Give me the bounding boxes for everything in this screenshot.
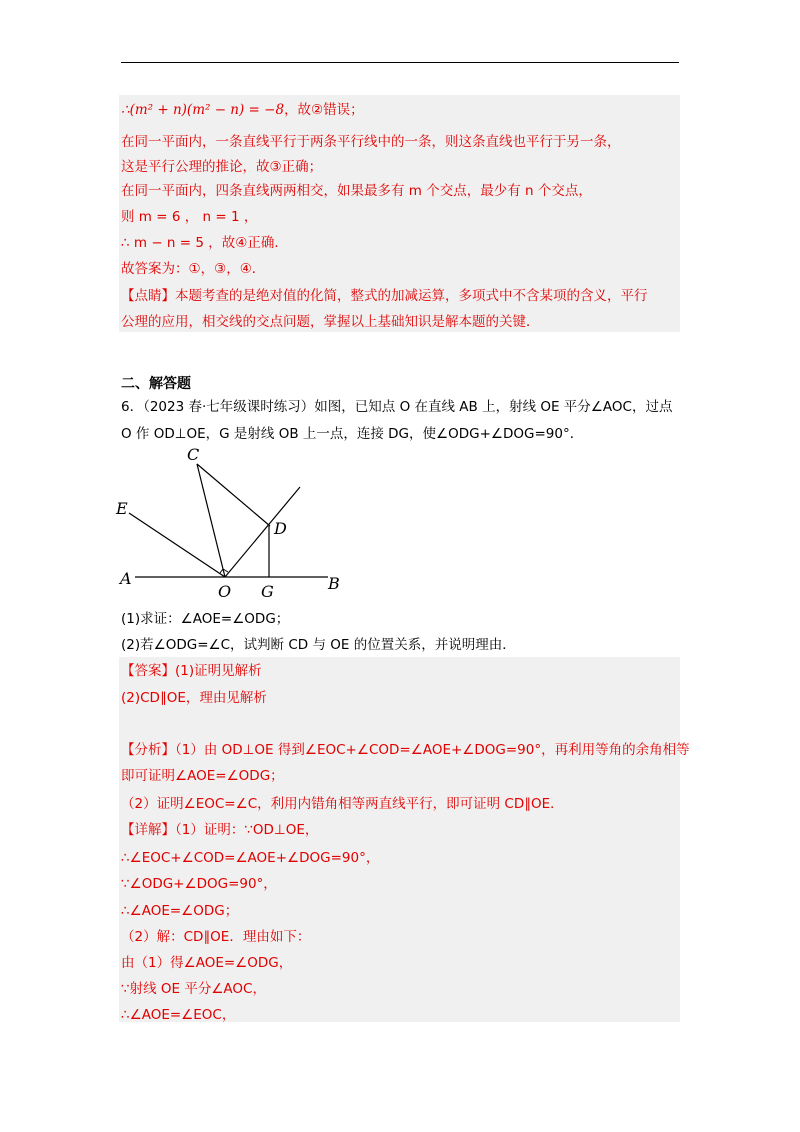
answer-line: 【答案】(1)证明见解析 bbox=[121, 663, 262, 679]
ray-OD bbox=[225, 487, 300, 577]
label-O: O bbox=[218, 582, 232, 601]
answer1-line-9: 公理的应用，相交线的交点问题，掌握以上基础知识是解本题的关键． bbox=[121, 314, 540, 330]
answer1-line-1 bbox=[121, 100, 364, 120]
label-B: B bbox=[328, 574, 340, 593]
formula-tail: ，故②错误； bbox=[284, 102, 364, 118]
detail-line-4: ∴∠AOE=∠ODG； bbox=[121, 903, 239, 919]
question-line-1: 6．（2023 春·七年级课时练习）如图，已知点 O 在直线 AB 上，射线 OE 平分∠AOC，过点 bbox=[121, 399, 673, 415]
question-line-2: O 作 OD⊥OE，G 是射线 OB 上一点，连接 DG，使∠ODG+∠DOG=90°． bbox=[121, 426, 584, 442]
detail-line-3: ∵∠ODG+∠DOG=90°， bbox=[121, 876, 277, 892]
detail-line-1: 【详解】（1）证明：∵OD⊥OE， bbox=[121, 822, 319, 838]
question-part-2: (2)若∠ODG=∠C，试判断 CD 与 OE 的位置关系，并说明理由． bbox=[121, 637, 516, 653]
label-G: G bbox=[261, 582, 274, 601]
label-A: A bbox=[120, 569, 132, 588]
answer-line-2: (2)CD∥OE，理由见解析 bbox=[121, 690, 267, 706]
detail-line-5: （2）解：CD∥OE．理由如下： bbox=[121, 929, 311, 945]
header-rule bbox=[121, 62, 679, 63]
geometry-figure bbox=[110, 442, 350, 604]
detail-line-7: ∵射线 OE 平分∠AOC， bbox=[121, 981, 266, 997]
answer1-line-5: 则 m = 6 ， n = 1 ， bbox=[121, 209, 258, 225]
formula-text: ∴(m² + n)(m² − n) = −8 bbox=[121, 102, 285, 118]
ray-OE bbox=[129, 513, 225, 577]
answer1-line-6: ∴ m − n = 5 ，故④正确． bbox=[121, 235, 288, 251]
label-D: D bbox=[274, 519, 287, 538]
answer1-line-7: 故答案为：①，③，④． bbox=[121, 261, 266, 277]
label-C: C bbox=[187, 445, 200, 464]
ray-OC bbox=[197, 464, 225, 577]
section-title: 二、解答题 bbox=[121, 376, 191, 392]
answer1-line-2: 在同一平面内，一条直线平行于两条平行线中的一条，则这条直线也平行于另一条， bbox=[121, 134, 621, 150]
answer1-line-8: 【点睛】本题考查的是绝对值的化简，整式的加减运算，多项式中不含某项的含义，平行 bbox=[121, 288, 648, 304]
question-part-1: (1)求证：∠AOE=∠ODG； bbox=[121, 611, 290, 627]
answer1-line-4: 在同一平面内，四条直线两两相交，如果最多有 m 个交点，最少有 n 个交点， bbox=[121, 183, 592, 199]
detail-line-2: ∴∠EOC+∠COD=∠AOE+∠DOG=90°， bbox=[121, 850, 380, 866]
segment-CD bbox=[197, 464, 270, 526]
analysis-line-2: 即可证明∠AOE=∠ODG； bbox=[121, 768, 284, 784]
detail-line-6: 由（1）得∠AOE=∠ODG， bbox=[121, 955, 293, 971]
analysis-line-3: （2）证明∠EOC=∠C，利用内错角相等两直线平行，即可证明 CD∥OE． bbox=[121, 796, 564, 812]
analysis-line-1: 【分析】（1）由 OD⊥OE 得到∠EOC+∠COD=∠AOE+∠DOG=90°，再利用等角的余角相等 bbox=[121, 742, 690, 758]
label-E: E bbox=[116, 499, 128, 518]
answer1-line-3: 这是平行公理的推论，故③正确； bbox=[121, 159, 323, 175]
detail-line-8: ∴∠AOE=∠EOC， bbox=[121, 1007, 236, 1023]
